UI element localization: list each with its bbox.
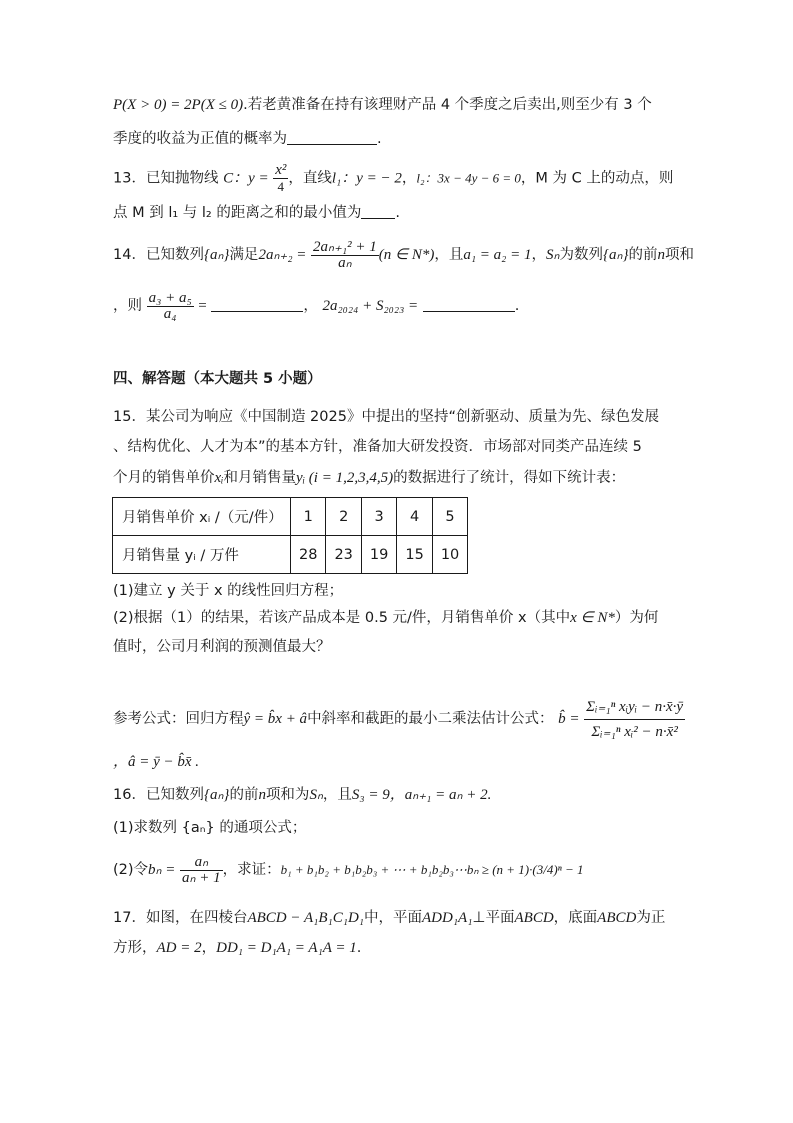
- q15-p2-text-b: ）为何: [614, 610, 659, 626]
- q13-line-1: [113, 163, 673, 194]
- q14-recurrence-fraction: [311, 240, 379, 271]
- q14-text-c: 为数列: [559, 247, 603, 263]
- q16-frac-num: aₙ: [180, 855, 223, 871]
- q16-conditions: S₃ = 9，aₙ₊₁ = aₙ + 2.: [351, 787, 492, 803]
- q12-line-1: [113, 95, 652, 115]
- table-cell: 15: [397, 536, 432, 574]
- table-cell: 19: [361, 536, 396, 574]
- table-cell: 23: [326, 536, 361, 574]
- q17-plane-2: ABCD: [514, 910, 554, 926]
- q17-plane-1: ADD₁A₁: [422, 910, 473, 926]
- table-row: [113, 536, 468, 574]
- q15-reference-line-2: [113, 752, 199, 772]
- q12-answer-blank[interactable]: [287, 130, 377, 145]
- q15-ref-text-b: 中斜率和截距的最小二乘法估计公式：: [307, 711, 554, 727]
- q15-part-2: [113, 608, 658, 628]
- q14-text-d: 的前: [628, 247, 658, 263]
- q17-ad: AD = 2: [156, 940, 202, 956]
- q13-sep: ，: [401, 170, 417, 187]
- q14-frac-num: 2aₙ₊₁² + 1: [313, 238, 377, 255]
- q13-line-l2: l₂：3x − 4y − 6 = 0: [416, 170, 521, 186]
- q15-ref-text: 参考公式：回归方程: [113, 711, 244, 727]
- q14-condition: (n ∈ N*): [378, 247, 435, 263]
- q16-text-b: 项和为: [265, 787, 310, 803]
- q15-x: xᵢ: [214, 470, 224, 486]
- q13-answer-blank[interactable]: [361, 204, 395, 219]
- q12-prob-condition: P(X > 0) = 2P(X ≤ 0): [113, 97, 244, 113]
- q15-stat-table: [112, 497, 468, 574]
- q17-edges: DD₁ = D₁A₁ = A₁A = 1: [216, 940, 357, 956]
- q14-seq: {aₙ}: [203, 247, 230, 263]
- q15-ref-den: Σᵢ₌₁ⁿ xᵢ² − n·x̄²: [591, 723, 678, 740]
- q14-text-f: ，则: [113, 298, 142, 314]
- q17-period: .: [356, 940, 362, 956]
- table-row: [113, 498, 468, 536]
- q12-line-2: [113, 129, 382, 149]
- q15-line-1: 15．某公司为响应《中国制造 2025》中提出的坚持“创新驱动、质量为先、绿色发展: [113, 409, 659, 425]
- q15-text-a: 个月的销售单价: [113, 470, 215, 486]
- q15-line-3: [113, 468, 625, 488]
- q14-seq-2: {aₙ}: [603, 247, 629, 263]
- q13-question: 点 M 到 l₁ 与 l₂ 的距离之和的最小值为: [113, 205, 362, 221]
- table-cell: 1: [291, 498, 326, 536]
- q16-sn: Sₙ: [309, 787, 323, 803]
- q17-sep: ，: [201, 940, 217, 956]
- q17-base: ABCD: [597, 910, 637, 926]
- table-cell: 2: [326, 498, 361, 536]
- q15-reference: [113, 690, 685, 748]
- q17-text-b: 平面: [485, 910, 515, 926]
- q13-text-end: ，M 为 C 上的动点，则: [520, 170, 674, 187]
- q17-line-2: [113, 938, 361, 958]
- q15-part-1: (1)建立 y 关于 x 的线性回归方程；: [113, 583, 344, 599]
- q15-line-2: 、结构优化、人才为本”的基本方针，准备加大研发投资．市场部对同类产品连续 5: [113, 439, 642, 455]
- q16-part-2: [113, 852, 584, 888]
- q14-frac2-den: a₄: [163, 305, 177, 322]
- table-cell: 3: [361, 498, 396, 536]
- q16-text-a: 的前: [229, 787, 259, 803]
- table-cell: 10: [432, 536, 467, 574]
- q14-eq: =: [198, 298, 207, 314]
- table-row-header: 月销售量 yᵢ / 万件: [113, 536, 291, 574]
- q16-p2-text-b: ，求证：: [222, 862, 281, 878]
- table-cell: 5: [432, 498, 467, 536]
- q17-perp: ⊥: [472, 910, 486, 926]
- table-cell: 4: [397, 498, 432, 536]
- q14-n: n: [657, 247, 665, 263]
- q14-answer-blank-1[interactable]: [211, 297, 303, 312]
- q13-period: .: [395, 205, 400, 221]
- q16-part-1: (1)求数列 {aₙ} 的通项公式；: [113, 820, 307, 836]
- q17-label: 17．如图，在四棱台: [113, 910, 248, 926]
- q12-text-2: 季度的收益为正值的概率为: [113, 131, 287, 147]
- q13-line-l1: l₁：y = − 2: [331, 170, 402, 187]
- q14-text-a: 满足: [229, 247, 259, 263]
- q16-frac-den: aₙ + 1: [182, 869, 221, 886]
- q12-period: .: [377, 131, 382, 147]
- q12-text-1: .若老黄准备在持有该理财产品 4 个季度之后卖出,则至少有 3 个: [243, 97, 652, 113]
- q15-p2-cond: x ∈ N*: [570, 610, 615, 626]
- q13-frac-den: 4: [277, 179, 285, 194]
- q16-text-c: ，且: [322, 787, 352, 803]
- q14-line-2: [113, 289, 519, 323]
- q15-ref-intercept: ，â = ȳ − b̂x̄ .: [113, 754, 200, 770]
- q14-ratio-fraction: [147, 291, 194, 322]
- q14-initial: a₁ = a₂ = 1: [463, 247, 532, 263]
- q16-label: 16．已知数列: [113, 787, 204, 803]
- q15-y: yᵢ (i = 1,2,3,4,5): [296, 470, 394, 486]
- q17-line-1: [113, 908, 665, 928]
- q16-bn-fraction: [180, 855, 223, 886]
- q14-frac-den: aₙ: [338, 254, 352, 271]
- q13-parabola-lhs: C：y =: [223, 170, 269, 187]
- q17-text-c: ，底面: [553, 910, 598, 926]
- q14-line-1: [113, 238, 694, 272]
- q15-ref-num: Σᵢ₌₁ⁿ xᵢyᵢ − n·x̄·ȳ: [584, 695, 685, 720]
- q14-period: .: [514, 298, 520, 314]
- q16-inequality: b₁ + b₁b₂ + b₁b₂b₃ + ⋯ + b₁b₂b₃⋯bₙ ≥ (n + 1)·(3/4)ⁿ − 1: [280, 862, 584, 877]
- q13-label: 13．已知抛物线: [113, 170, 219, 187]
- q13-line-2: [113, 203, 400, 223]
- q14-text-b: ，且: [434, 247, 464, 263]
- q15-ref-fraction: [584, 695, 685, 744]
- q15-ref-equation: ŷ = b̂x + â: [243, 711, 308, 727]
- q14-sep: ，: [531, 247, 547, 263]
- q14-frac2-num: a₃ + a₅: [148, 289, 192, 306]
- q17-text-d: 为正: [636, 910, 666, 926]
- table-cell: 28: [291, 536, 326, 574]
- q16-seq: {aₙ}: [203, 787, 230, 803]
- q16-line-1: [113, 785, 491, 805]
- q16-bn: bₙ =: [148, 862, 176, 878]
- q14-sep-2: ，: [303, 298, 318, 314]
- q17-solid: ABCD − A₁B₁C₁D₁: [247, 910, 364, 926]
- q13-frac-num: x²: [275, 162, 287, 178]
- q15-text-b: 和月销售量: [223, 470, 297, 486]
- q15-part-2-line-2: 值时，公司月利润的预测值最大？: [113, 639, 331, 655]
- q13-text-line: ，直线: [288, 170, 332, 187]
- q17-text-a: 中，平面: [364, 910, 422, 926]
- q14-text-e: 项和: [664, 247, 694, 263]
- q14-sn: Sₙ: [546, 247, 560, 263]
- q14-label: 14．已知数列: [113, 247, 204, 263]
- q17-text-e: 方形，: [113, 940, 157, 956]
- q14-recurrence-lhs: 2aₙ₊₂ =: [258, 247, 307, 263]
- q16-p2-text: (2)令: [113, 862, 149, 878]
- section-4-heading: 四、解答题（本大题共 5 小题）: [113, 371, 322, 387]
- q15-p2-text: (2)根据（1）的结果，若该产品成本是 0.5 元/件，月销售单价 x（其中: [113, 610, 571, 626]
- q15-text-c: 的数据进行了统计，得如下统计表：: [393, 470, 626, 486]
- q15-ref-bhat: b̂ =: [558, 711, 580, 727]
- q14-expr-2: 2a₂₀₂₄ + S₂₀₂₃ =: [322, 298, 419, 314]
- q16-n: n: [258, 787, 266, 803]
- q14-answer-blank-2[interactable]: [423, 297, 515, 312]
- q13-parabola-fraction: [273, 163, 288, 194]
- table-row-header: 月销售单价 xᵢ /（元/件）: [113, 498, 291, 536]
